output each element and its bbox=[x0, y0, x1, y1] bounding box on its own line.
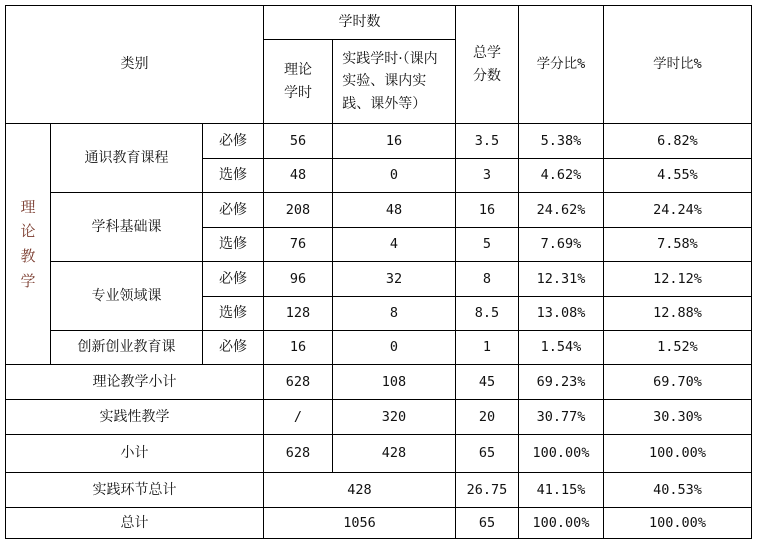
section-theory-teaching-label: 理论教学 bbox=[20, 197, 36, 290]
hour-ratio-cell: 40.53% bbox=[604, 473, 752, 508]
practice-hours-cell: 0 bbox=[333, 159, 456, 193]
table-row-practice-total bbox=[6, 473, 752, 508]
hours-cell: 1056 bbox=[264, 508, 456, 539]
credit-ratio-cell: 69.23% bbox=[519, 365, 604, 400]
table-row bbox=[6, 193, 752, 228]
table-row bbox=[6, 124, 752, 159]
theory-hours-cell: 628 bbox=[264, 365, 333, 400]
header-total-credits-text: 总学分数 bbox=[472, 45, 501, 84]
row-label: 实践环节总计 bbox=[6, 473, 264, 508]
credits-cell: 65 bbox=[456, 435, 519, 473]
credits-cell: 1 bbox=[456, 331, 519, 365]
hour-ratio-cell: 24.24% bbox=[604, 193, 752, 228]
course-type: 选修 bbox=[203, 228, 264, 262]
hour-ratio-cell: 12.12% bbox=[604, 262, 752, 297]
hour-ratio-cell: 1.52% bbox=[604, 331, 752, 365]
credit-ratio-cell: 12.31% bbox=[519, 262, 604, 297]
row-label: 实践性教学 bbox=[6, 400, 264, 435]
header-hours: 学时数 bbox=[264, 6, 456, 40]
credit-ratio-cell: 13.08% bbox=[519, 297, 604, 331]
row-label: 总计 bbox=[6, 508, 264, 539]
header-practice-hours bbox=[333, 40, 456, 124]
course-name-innovation: 创新创业教育课 bbox=[51, 331, 203, 365]
theory-hours-cell: 76 bbox=[264, 228, 333, 262]
credits-cell: 3.5 bbox=[456, 124, 519, 159]
theory-hours-cell: 628 bbox=[264, 435, 333, 473]
table-row-grand-total bbox=[6, 508, 752, 539]
practice-hours-cell: 428 bbox=[333, 435, 456, 473]
course-name-general: 通识教育课程 bbox=[51, 124, 203, 193]
practice-hours-cell: 8 bbox=[333, 297, 456, 331]
credit-hours-table bbox=[5, 5, 752, 539]
hour-ratio-cell: 7.58% bbox=[604, 228, 752, 262]
hours-cell: 428 bbox=[264, 473, 456, 508]
practice-hours-cell: 48 bbox=[333, 193, 456, 228]
course-type: 必修 bbox=[203, 193, 264, 228]
credits-cell: 8 bbox=[456, 262, 519, 297]
course-type: 必修 bbox=[203, 331, 264, 365]
theory-hours-cell: / bbox=[264, 400, 333, 435]
credit-ratio-cell: 100.00% bbox=[519, 508, 604, 539]
credits-cell: 8.5 bbox=[456, 297, 519, 331]
credit-ratio-cell: 1.54% bbox=[519, 331, 604, 365]
row-label: 小计 bbox=[6, 435, 264, 473]
credits-cell: 65 bbox=[456, 508, 519, 539]
credits-cell: 3 bbox=[456, 159, 519, 193]
credit-ratio-cell: 7.69% bbox=[519, 228, 604, 262]
section-theory-teaching bbox=[6, 124, 51, 365]
course-type: 必修 bbox=[203, 262, 264, 297]
hour-ratio-cell: 100.00% bbox=[604, 435, 752, 473]
credits-cell: 45 bbox=[456, 365, 519, 400]
row-label: 理论教学小计 bbox=[6, 365, 264, 400]
course-name-foundation: 学科基础课 bbox=[51, 193, 203, 262]
theory-hours-cell: 208 bbox=[264, 193, 333, 228]
header-total-credits bbox=[456, 6, 519, 124]
credit-ratio-cell: 5.38% bbox=[519, 124, 604, 159]
theory-hours-cell: 96 bbox=[264, 262, 333, 297]
hour-ratio-cell: 4.55% bbox=[604, 159, 752, 193]
hour-ratio-cell: 12.88% bbox=[604, 297, 752, 331]
credit-ratio-cell: 41.15% bbox=[519, 473, 604, 508]
course-name-major: 专业领域课 bbox=[51, 262, 203, 331]
hour-ratio-cell: 30.30% bbox=[604, 400, 752, 435]
practice-hours-cell: 32 bbox=[333, 262, 456, 297]
theory-hours-cell: 16 bbox=[264, 331, 333, 365]
hour-ratio-cell: 100.00% bbox=[604, 508, 752, 539]
header-hour-ratio: 学时比% bbox=[604, 6, 752, 124]
practice-hours-cell: 108 bbox=[333, 365, 456, 400]
table-row-theory-subtotal bbox=[6, 365, 752, 400]
header-category: 类别 bbox=[6, 6, 264, 124]
table-row bbox=[6, 262, 752, 297]
credit-ratio-cell: 100.00% bbox=[519, 435, 604, 473]
table-row bbox=[6, 331, 752, 365]
course-type: 选修 bbox=[203, 297, 264, 331]
credits-cell: 16 bbox=[456, 193, 519, 228]
header-practice-hours-text: 实践学时·（课内实验、课内实践、课外等） bbox=[342, 50, 438, 112]
header-row-1 bbox=[6, 6, 752, 40]
credit-ratio-cell: 24.62% bbox=[519, 193, 604, 228]
credit-ratio-cell: 30.77% bbox=[519, 400, 604, 435]
header-theory-hours bbox=[264, 40, 333, 124]
hour-ratio-cell: 69.70% bbox=[604, 365, 752, 400]
header-credit-ratio: 学分比% bbox=[519, 6, 604, 124]
theory-hours-cell: 56 bbox=[264, 124, 333, 159]
course-type: 必修 bbox=[203, 124, 264, 159]
practice-hours-cell: 4 bbox=[333, 228, 456, 262]
theory-hours-cell: 128 bbox=[264, 297, 333, 331]
practice-hours-cell: 0 bbox=[333, 331, 456, 365]
credits-cell: 5 bbox=[456, 228, 519, 262]
practice-hours-cell: 16 bbox=[333, 124, 456, 159]
table-row-subtotal bbox=[6, 435, 752, 473]
credits-cell: 26.75 bbox=[456, 473, 519, 508]
course-type: 选修 bbox=[203, 159, 264, 193]
header-theory-hours-text: 理论学时 bbox=[283, 62, 312, 101]
practice-hours-cell: 320 bbox=[333, 400, 456, 435]
theory-hours-cell: 48 bbox=[264, 159, 333, 193]
hour-ratio-cell: 6.82% bbox=[604, 124, 752, 159]
credit-ratio-cell: 4.62% bbox=[519, 159, 604, 193]
credits-cell: 20 bbox=[456, 400, 519, 435]
table-row-practical-teaching bbox=[6, 400, 752, 435]
